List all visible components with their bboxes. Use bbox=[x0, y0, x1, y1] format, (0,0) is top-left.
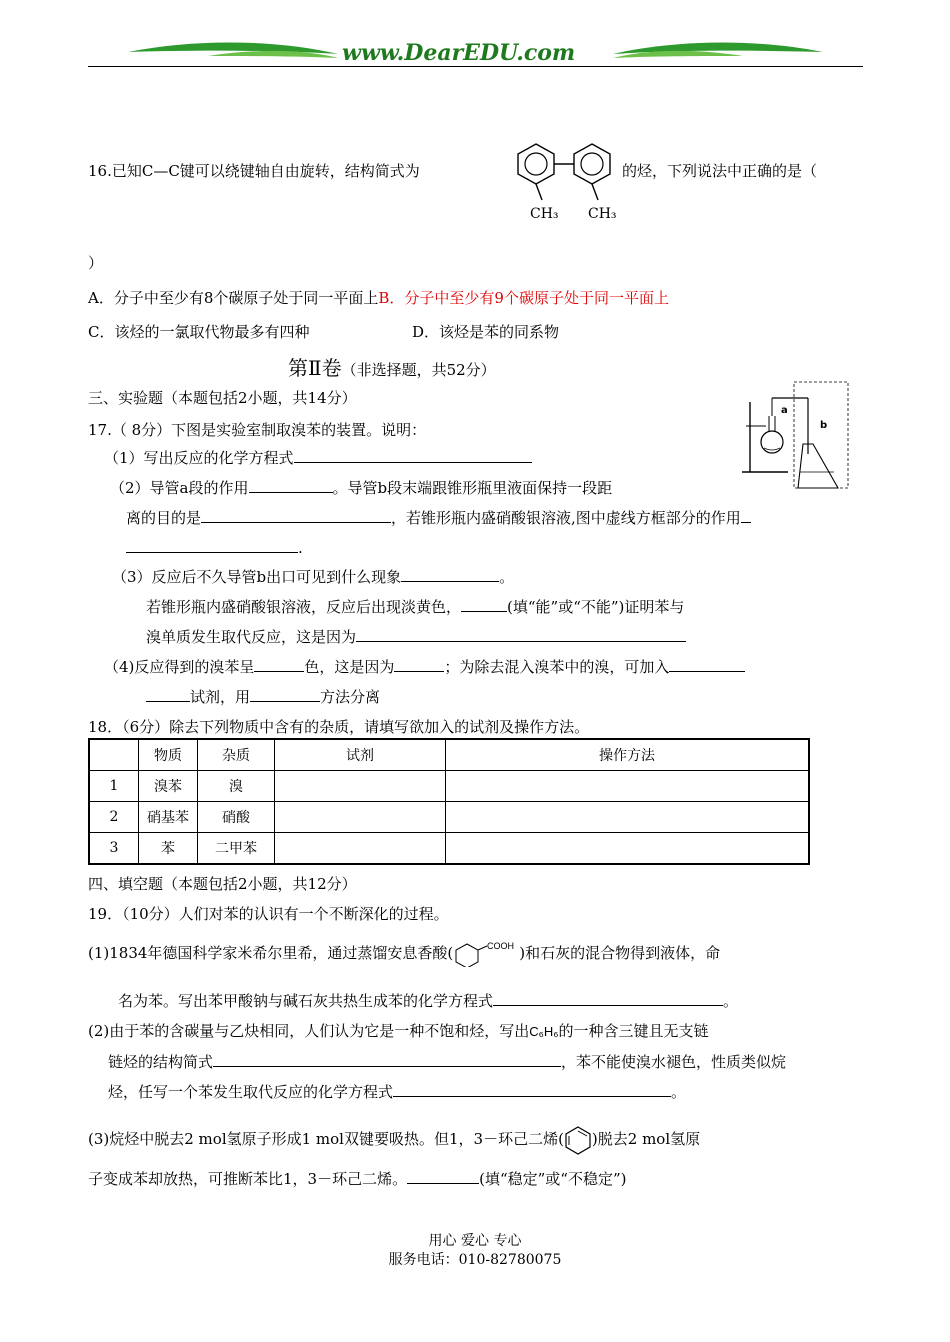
table-row bbox=[89, 802, 809, 833]
logo-text: www.DearEDU.com bbox=[342, 40, 576, 66]
table-header-cell: 操作方法 bbox=[446, 739, 810, 771]
table-cell[interactable] bbox=[275, 833, 446, 865]
q17-s1: （1）写出反应的化学方程式 bbox=[104, 447, 532, 468]
table-cell[interactable] bbox=[275, 771, 446, 802]
ch3-label-right: CH₃ bbox=[588, 206, 617, 222]
q16-options-row2 bbox=[88, 321, 309, 342]
table-cell: 硝酸 bbox=[198, 802, 275, 833]
answer-blank[interactable] bbox=[250, 687, 320, 702]
q19-p3: (3)烷烃中脱去2 mol氢原子形成1 mol双键要吸热。但1，3－环己二烯( )脱去2 mol氢原 bbox=[88, 1125, 700, 1155]
answer-blank[interactable] bbox=[407, 1169, 479, 1184]
answer-blank[interactable] bbox=[493, 991, 723, 1006]
option-d: D．该烃是苯的同系物 bbox=[412, 323, 560, 341]
table-cell[interactable] bbox=[446, 771, 810, 802]
benzoic-acid-structure bbox=[453, 941, 519, 967]
q16-options-row1 bbox=[88, 287, 669, 308]
answer-blank[interactable] bbox=[249, 478, 333, 493]
answer-blank[interactable] bbox=[401, 567, 499, 582]
table-header-cell: 试剂 bbox=[275, 739, 446, 771]
footer-line2: 服务电话：010-82780075 bbox=[388, 1252, 562, 1268]
q19-p2-line3: 烃，任写一个苯发生取代反应的化学方程式 。 bbox=[108, 1083, 687, 1101]
answer-blank[interactable] bbox=[461, 597, 507, 612]
q17-s2: （2）导管a段的作用 。导管b段末端跟锥形瓶里液面保持一段距 bbox=[110, 479, 613, 497]
q19-p1-line2: 名为苯。写出苯甲酸钠与碱石灰共热生成苯的化学方程式 。 bbox=[118, 992, 739, 1010]
table-header-row bbox=[89, 739, 809, 771]
table-cell: 溴苯 bbox=[139, 771, 198, 802]
answer-blank[interactable] bbox=[294, 448, 532, 463]
header-logo bbox=[88, 34, 863, 70]
label-b: b bbox=[820, 420, 828, 431]
q19-p1: (1)1834年德国科学家米希尔里希，通过蒸馏安息香酸( COOH )和石灰的混合物得到液体，命 bbox=[88, 941, 720, 967]
label-a: a bbox=[781, 405, 788, 416]
table-cell[interactable] bbox=[275, 802, 446, 833]
q19-p3-line2: 子变成苯却放热，可推断苯比1，3－环己二烯。 (填“稳定”或“不稳定”) bbox=[88, 1170, 627, 1188]
answer-blank[interactable] bbox=[213, 1052, 561, 1067]
q17-s3-line2: 若锥形瓶内盛硝酸银溶液，反应后出现淡黄色， (填“能”或“不能”)证明苯与 bbox=[146, 598, 685, 616]
table-cell[interactable] bbox=[446, 833, 810, 865]
table-cell[interactable] bbox=[446, 802, 810, 833]
table-cell: 2 bbox=[89, 802, 139, 833]
table-cell: 苯 bbox=[139, 833, 198, 865]
table-header-cell bbox=[89, 739, 139, 771]
table-row bbox=[89, 771, 809, 802]
table-row bbox=[89, 833, 809, 865]
ch3-label-left: CH₃ bbox=[530, 206, 559, 222]
table-cell: 溴 bbox=[198, 771, 275, 802]
answer-blank[interactable] bbox=[146, 687, 190, 702]
table-cell: 二甲苯 bbox=[198, 833, 275, 865]
footer-line1: 用心 爱心 专心 bbox=[428, 1233, 522, 1249]
answer-blank[interactable] bbox=[741, 508, 751, 523]
answer-blank[interactable] bbox=[254, 657, 304, 672]
table-cell: 1 bbox=[89, 771, 139, 802]
q19-p2: (2)由于苯的含碳量与乙炔相同，人们认为它是一种不饱和烃，写出C₆H₆的一种含三键且无支链 bbox=[88, 1022, 709, 1040]
q17-s2-line3: . bbox=[126, 538, 303, 557]
answer-blank[interactable] bbox=[201, 508, 391, 523]
option-c: C．该烃的一氯取代物最多有四种 bbox=[88, 323, 310, 341]
q17-s3-line3: 溴单质发生取代反应，这是因为 bbox=[146, 626, 686, 647]
answer-blank[interactable] bbox=[356, 627, 686, 642]
q17-s4-line2: 试剂，用 方法分离 bbox=[146, 686, 380, 707]
part2-title: 第Ⅱ卷（非选择题，共52分） bbox=[288, 356, 496, 380]
table-header-cell: 物质 bbox=[139, 739, 198, 771]
q19-p2-line2: 链烃的结构简式 ，苯不能使溴水褪色，性质类似烷 bbox=[108, 1053, 787, 1071]
q17-s3: （3）反应后不久导管b出口可见到什么现象 。 bbox=[112, 568, 515, 586]
section3-title: 三、实验题（本题包括2小题，共14分） bbox=[88, 389, 357, 407]
table-header-cell: 杂质 bbox=[198, 739, 275, 771]
q18-stem: 18．（6分）除去下列物质中含有的杂质，请填写欲加入的试剂及操作方法。 bbox=[88, 718, 590, 736]
bromobenzene-apparatus bbox=[742, 380, 852, 494]
q16-stem: 16.已知C—C键可以绕键轴自由旋转，结构简式为 bbox=[88, 162, 420, 180]
q17-stem: 17.（ 8分）下图是实验室制取溴苯的装置。说明： bbox=[88, 421, 427, 439]
q16-stem-suffix: 的烃，下列说法中正确的是（ bbox=[622, 162, 818, 180]
answer-blank[interactable] bbox=[393, 1082, 671, 1097]
q17-s2-line2: 离的目的是 ，若锥形瓶内盛硝酸银溶液,图中虚线方框部分的作用 bbox=[126, 507, 751, 528]
option-a: A．分子中至少有8个碳原子处于同一平面上 bbox=[88, 289, 379, 307]
cooh-label: COOH bbox=[487, 941, 515, 951]
q18-table bbox=[88, 738, 810, 865]
q16-close-paren: ） bbox=[88, 254, 104, 272]
cyclohexadiene-structure bbox=[564, 1125, 592, 1155]
table-cell: 3 bbox=[89, 833, 139, 865]
header-rule bbox=[88, 66, 863, 67]
answer-blank[interactable] bbox=[394, 657, 444, 672]
answer-blank[interactable] bbox=[126, 538, 298, 553]
q17-s4: （4)反应得到的溴苯呈 色，这是因为 ；为除去混入溴苯中的溴，可加入 bbox=[104, 656, 745, 677]
section4-title: 四、填空题（本题包括2小题，共12分） bbox=[88, 875, 357, 893]
table-cell: 硝基苯 bbox=[139, 802, 198, 833]
q19-stem: 19．（10分）人们对苯的认识有一个不断深化的过程。 bbox=[88, 905, 449, 923]
answer-blank[interactable] bbox=[669, 657, 745, 672]
option-b: B．分子中至少有9个碳原子处于同一平面上 bbox=[378, 289, 669, 307]
